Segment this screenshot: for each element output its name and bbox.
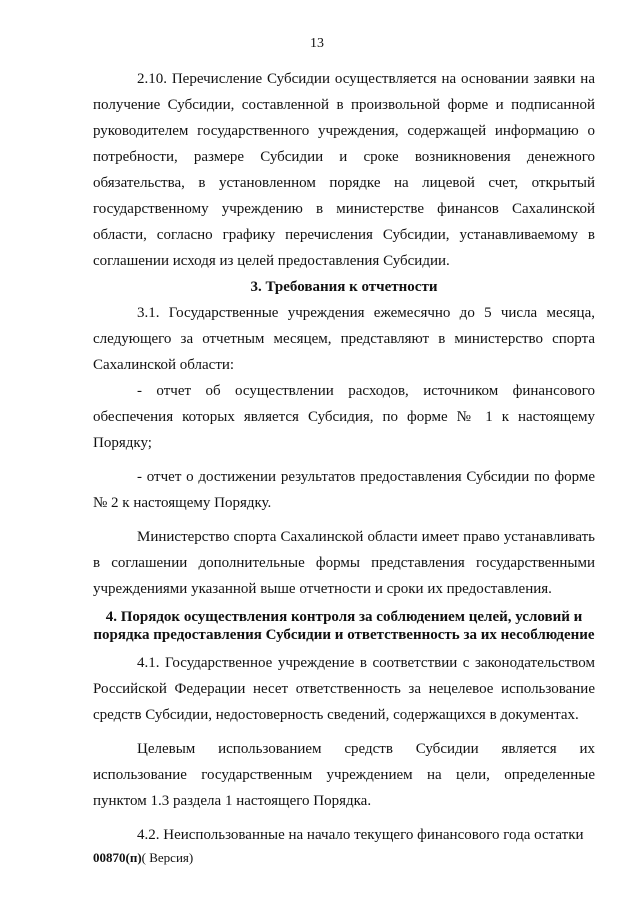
- paragraph-4-2: 4.2. Неиспользованные на начало текущего финансового года остатки: [137, 827, 584, 843]
- section-3-heading: 3. Требования к отчетности: [250, 279, 438, 295]
- report-item-1: - отчет об осуществлении расходов, источником финансового обеспечения которых является Субсидия, по форме № 1 к настоящему Порядку;: [93, 383, 595, 451]
- paragraph-4-1: 4.1. Государственное учреждение в соответствии с законодательством Российской Федерации несет ответственность за нецелевое использование средств Субсидии, недостоверность сведений, содержащихся в документах.: [93, 655, 595, 723]
- paragraph-3-1: 3.1. Государственные учреждения ежемесячно до 5 числа месяца, следующего за отчетным месяцем, представляют в министерство спорта Сахалинской области:: [93, 305, 595, 373]
- document-footer: [93, 850, 193, 866]
- section-4-heading: 4. Порядок осуществления контроля за соблюдением целей, условий и порядка предоставления Субсидии и ответственность за их несоблюдение: [93, 609, 595, 643]
- paragraph-2-10: 2.10. Перечисление Субсидии осуществляется на основании заявки на получение Субсидии, составленной в произвольной форме и подписанной руководителем государственного учреждения, содержащей информацию о потребности, размере Субсидии и сроке возникновения денежного обязательства, в установленном порядке на лицевой счет, открытый государственному учреждению в министерстве финансов Сахалинской области, согласно графику перечисления Субсидии, устанавливаемому в соглашении исходя из целей предоставления Субсидии.: [93, 71, 595, 269]
- document-body: [93, 66, 595, 848]
- report-item-2: - отчет о достижении результатов предоставления Субсидии по форме № 2 к настоящему Порядку.: [93, 469, 595, 511]
- document-version: ( Версия): [141, 850, 194, 865]
- paragraph-ministry-right: Министерство спорта Сахалинской области имеет право устанавливать в соглашении дополнительные формы представления государственными учреждениями указанной выше отчетности и сроки их предоставления.: [93, 529, 595, 597]
- page-number: 13: [310, 36, 324, 51]
- paragraph-target-use: Целевым использованием средств Субсидии является их использование государственным учреждением на цели, определенные пунктом 1.3 раздела 1 настоящего Порядка.: [93, 741, 595, 809]
- document-code: 00870(п): [93, 850, 142, 865]
